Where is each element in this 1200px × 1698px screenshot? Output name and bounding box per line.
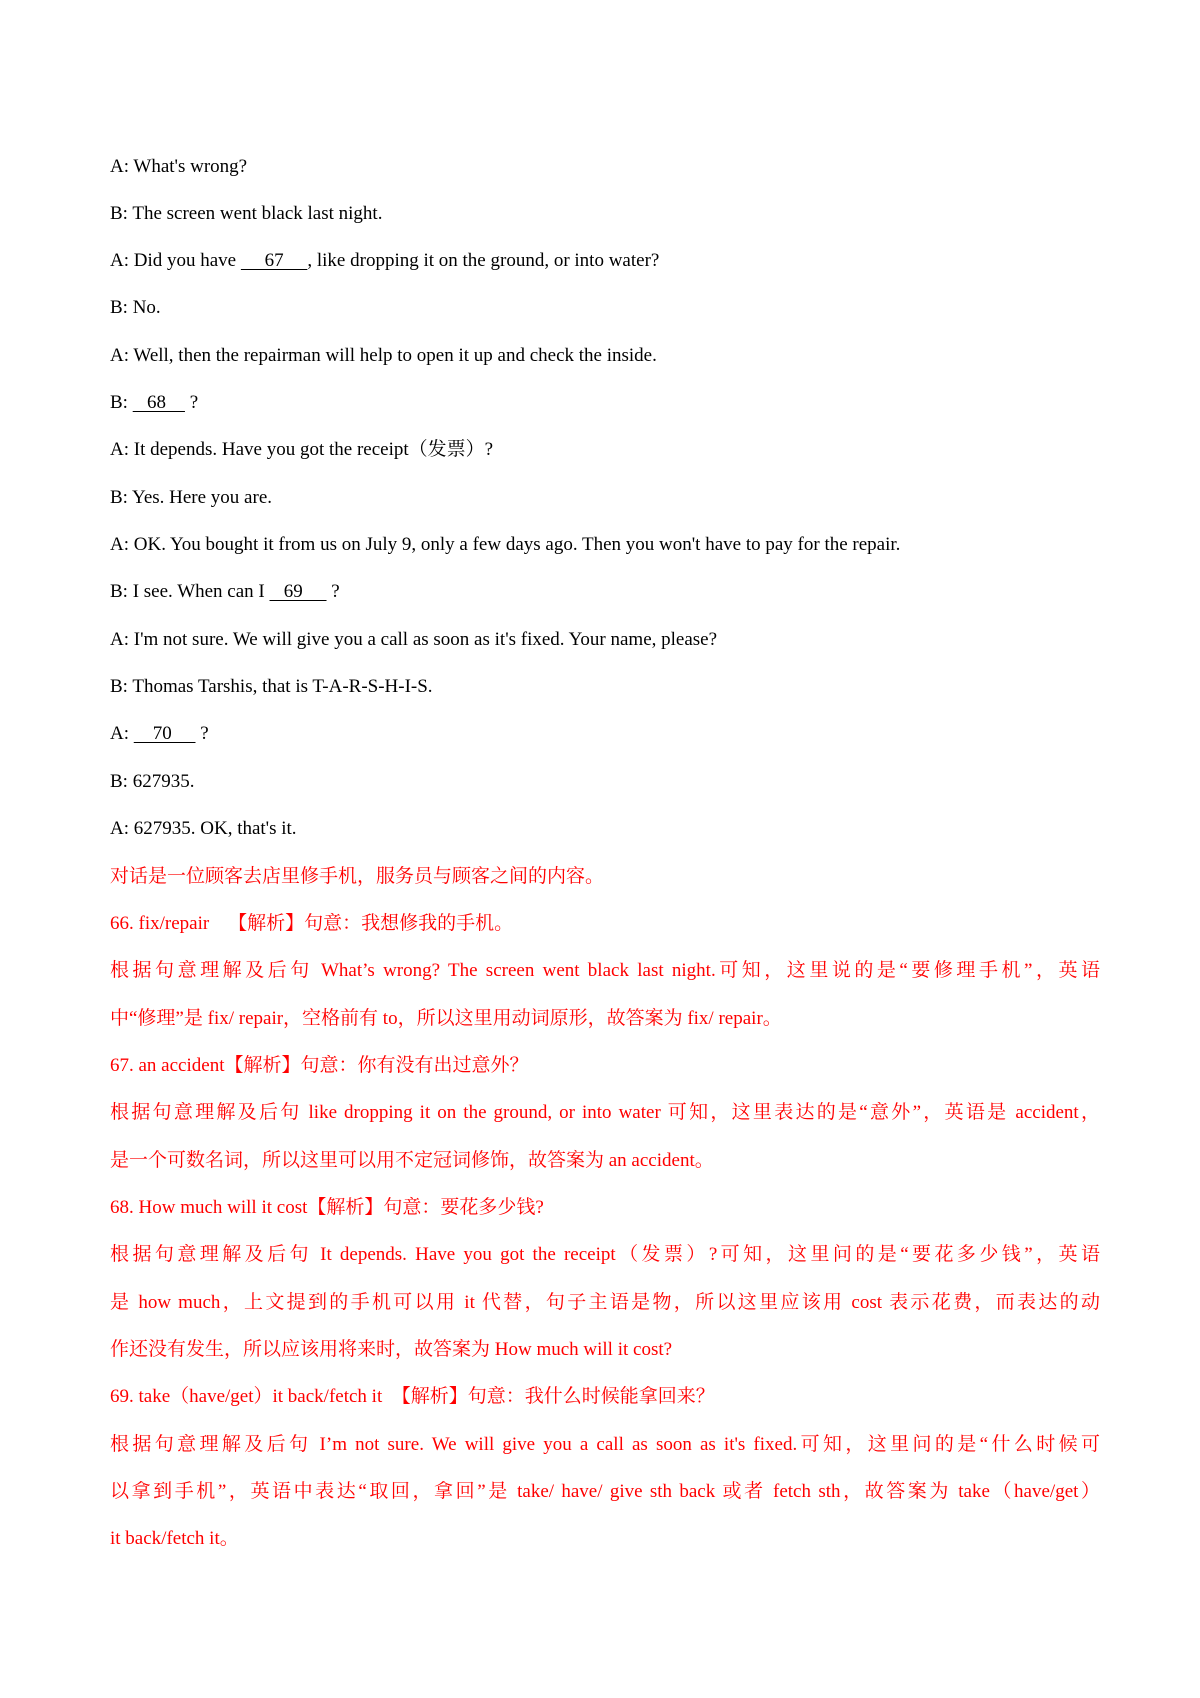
dialogue-text: B: Yes. Here you are.: [110, 487, 273, 508]
answer-blank-68: 68: [132, 392, 185, 413]
dialogue-text: A: It depends. Have you got the receipt（发票）?: [110, 439, 494, 460]
analysis-explanation: 以拿到手机”，英语中表达“取回，拿回”是 take/ have/ give sth back 或者 fetch sth，故答案为 take（have/get）: [110, 1481, 1100, 1502]
analysis-answer-68: 68. How much will it cost【解析】句意：要花多少钱?: [110, 1197, 544, 1218]
dialogue-text: B: I see. When can I: [110, 581, 270, 602]
dialogue-line: [110, 815, 297, 843]
dialogue-text: A: Did you have: [110, 250, 241, 271]
dialogue-text: B: Thomas Tarshis, that is T-A-R-S-H-I-S.: [110, 676, 433, 697]
dialogue-line: [110, 768, 194, 796]
analysis-explanation: 是一个可数名词，所以这里可以用不定冠词修饰，故答案为 an accident。: [110, 1150, 714, 1171]
dialogue-line: [110, 531, 900, 559]
dialogue-line: [110, 153, 247, 181]
analysis-explanation: 根据句意理解及后句 It depends. Have you got the receipt（发票）?可知，这里问的是“要花多少钱”，英语: [110, 1244, 1100, 1265]
dialogue-text: ?: [184, 392, 199, 413]
dialogue-text: ?: [326, 581, 340, 602]
answer-blank-70: 70: [133, 723, 196, 744]
dialogue-text: ?: [195, 723, 209, 744]
analysis-explanation: 根据句意理解及后句 like dropping it on the ground, or into water 可知，这里表达的是“意外”，英语是 accident，: [110, 1102, 1100, 1123]
dialogue-line: [110, 389, 198, 417]
dialogue-line: [110, 200, 382, 228]
analysis-summary: 对话是一位顾客去店里修手机，服务员与顾客之间的内容。: [110, 866, 605, 887]
dialogue-text: A: Well, then the repairman will help to open it up and check the inside.: [110, 345, 657, 366]
dialogue-line: [110, 436, 493, 464]
dialogue-text: A: OK. You bought it from us on July 9, only a few days ago. Then you won't have to pay for the repair.: [110, 534, 901, 555]
dialogue-line: [110, 484, 272, 512]
dialogue-line: [110, 578, 340, 606]
analysis-explanation: 根据句意理解及后句 What’s wrong? The screen went black last night.可知，这里说的是“要修理手机”，英语: [110, 960, 1100, 981]
dialogue-line: [110, 626, 717, 654]
analysis-explanation: it back/fetch it。: [110, 1528, 239, 1549]
dialogue-line: [110, 720, 209, 748]
analysis-explanation: 根据句意理解及后句 I’m not sure. We will give you a call as soon as it's fixed.可知，这里问的是“什么时候可: [110, 1434, 1100, 1455]
dialogue-text: B:: [110, 392, 133, 413]
analysis-answer-69: 69. take（have/get）it back/fetch it 【解析】句意：我什么时候能拿回来？: [110, 1386, 715, 1407]
answer-blank-69: 69: [269, 581, 327, 602]
analysis-explanation: 中“修理”是 fix/ repair，空格前有 to，所以这里用动词原形，故答案为 fix/ repair。: [110, 1008, 782, 1029]
analysis-explanation: 是 how much，上文提到的手机可以用 it 代替，句子主语是物，所以这里应该用 cost 表示花费，而表达的动: [110, 1292, 1100, 1313]
dialogue-line: [110, 673, 433, 701]
dialogue-line: [110, 342, 657, 370]
dialogue-text: A: 627935. OK, that's it.: [110, 818, 297, 839]
dialogue-line: [110, 294, 161, 322]
dialogue-text: A: I'm not sure. We will give you a call as soon as it's fixed. Your name, please?: [110, 629, 718, 650]
answer-blank-67: 67: [240, 250, 308, 271]
analysis-answer-67: 67. an accident【解析】句意：你有没有出过意外？: [110, 1055, 529, 1076]
dialogue-text: A: What's wrong?: [110, 156, 248, 177]
analysis-answer-66: 66. fix/repair 【解析】句意：我想修我的手机。: [110, 913, 514, 934]
dialogue-text: B: No.: [110, 297, 161, 318]
dialogue-text: B: 627935.: [110, 771, 195, 792]
dialogue-line: [110, 247, 659, 275]
analysis-explanation: 作还没有发生，所以应该用将来时，故答案为 How much will it cost?: [110, 1339, 673, 1360]
dialogue-text: A:: [110, 723, 134, 744]
dialogue-text: B: The screen went black last night.: [110, 203, 383, 224]
dialogue-text: , like dropping it on the ground, or into water?: [307, 250, 660, 271]
